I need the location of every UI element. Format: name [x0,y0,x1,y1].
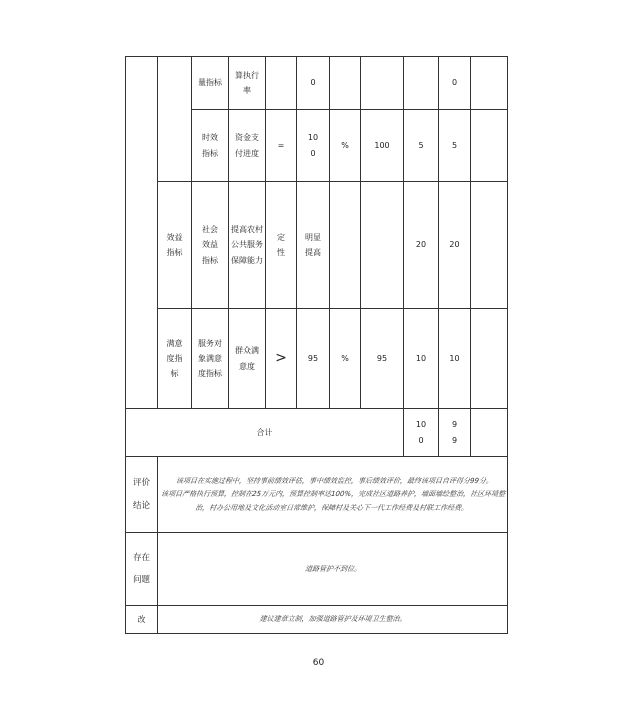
cat2-cell: 效益指标 [158,182,192,309]
indicator-cell: 资金支付进度 [229,110,266,182]
indicator-cell: 算执行率 [229,57,266,110]
problems-row [126,533,508,606]
unit-cell: % [330,309,361,409]
actual-cell [361,182,404,309]
score-cell: 10 [439,309,471,409]
evaluation-text-cell [154,457,512,533]
cat3-cell: 社会效益指标 [192,182,229,309]
cell-empty [471,409,508,457]
improve-row [126,606,508,634]
cat2-cell: 满意度指标 [158,309,192,409]
target-cell: 100 [297,110,330,182]
evaluation-line-1: 该项目在实施过程中，坚持事前绩效评估，事中绩效监控，事后绩效评价，最终该项目自评得分99分。 [175,476,493,485]
score-cell: 0 [439,57,471,110]
target-cell: 明显提高 [297,182,330,309]
cell-empty [471,182,508,309]
total-weight-cell: 100 [404,409,439,457]
cell-empty [471,57,508,110]
actual-cell: 95 [361,309,404,409]
score-cell: 20 [439,182,471,309]
unit-cell [330,57,361,110]
improve-text-cell: 建议建章立制，加强道路管护及环境卫生整治。 [156,606,509,634]
weight-cell: 20 [404,182,439,309]
problems-label-cell: 存在问题 [126,533,158,606]
indicator-cell: 提高农村公共服务保障能力 [229,182,266,309]
op-cell: = [266,110,297,182]
target-cell: 95 [297,309,330,409]
table-row [126,57,508,110]
cell-empty [471,309,508,409]
table-row [126,309,508,409]
weight-cell: 5 [404,110,439,182]
table-row [126,182,508,309]
total-score-cell: 99 [439,409,471,457]
actual-cell [361,57,404,110]
actual-cell: 100 [361,110,404,182]
cat3-cell: 量指标 [192,57,229,110]
cell-empty [158,57,192,182]
indicator-cell: 群众满意度 [229,309,266,409]
total-row [126,409,508,457]
improve-label-cell: 改 [126,606,158,634]
evaluation-line-2: 该项目严格执行预算，控制在25万元内，预算控制率达100%，完成社区道路养护，墙面墙绘整治，社区环境整治，村办公用地及文化活动室日常维护，保障村及关心下一代工作经费及村联工作经费。 [160,489,505,512]
score-cell: 5 [439,110,471,182]
total-label-cell: 合计 [126,409,404,457]
cell-empty [471,110,508,182]
op-cell: > [266,309,297,409]
evaluation-label-cell: 评价结论 [126,457,158,533]
cell-empty [126,57,158,409]
unit-cell: % [330,110,361,182]
performance-table [125,56,508,634]
page-number: 60 [312,658,325,668]
unit-cell [330,182,361,309]
weight-cell [404,57,439,110]
cat3-cell: 服务对象满意度指标 [192,309,229,409]
op-cell: 定性 [266,182,297,309]
target-cell: 0 [297,57,330,110]
cat3-cell: 时效指标 [192,110,229,182]
evaluation-row [126,457,508,533]
weight-cell: 10 [404,309,439,409]
op-cell [266,57,297,110]
problems-text-cell: 道路管护不到位。 [154,533,512,606]
